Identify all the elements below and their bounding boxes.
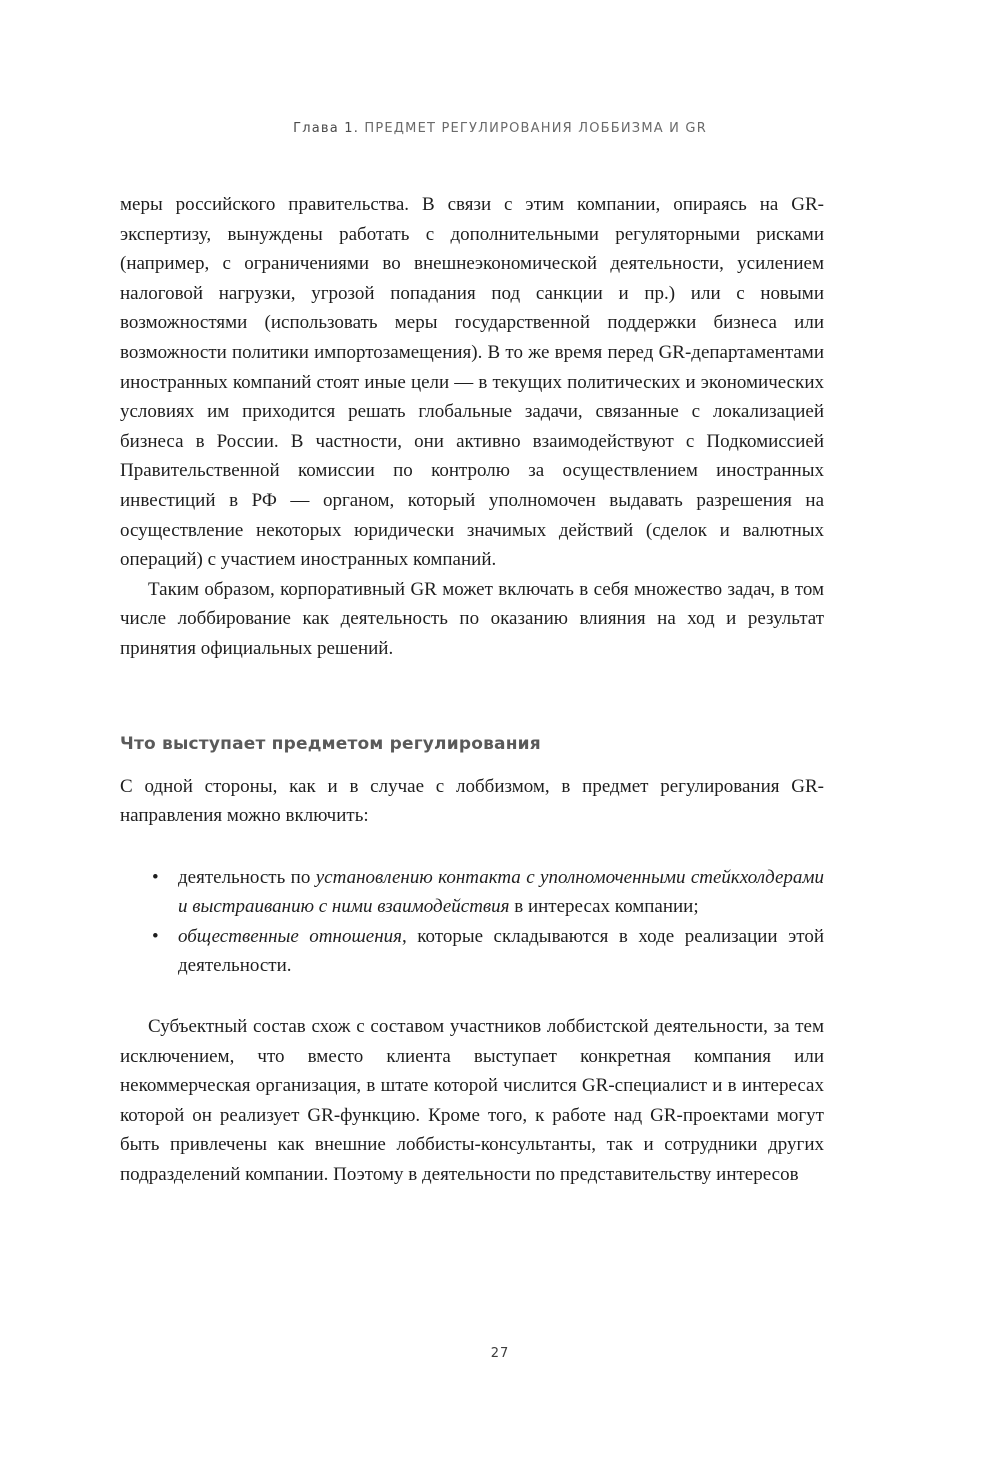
page-number: 27 [490,1346,510,1361]
chapter-title: ПРЕДМЕТ РЕГУЛИРОВАНИЯ ЛОББИЗМА И GR [364,121,707,136]
list-item [120,863,824,922]
bullet-emphasis: общественные отношения [178,925,402,947]
bullet-text: в интересах компании; [509,896,699,918]
bullet-icon: • [152,866,159,888]
paragraph-subjects: Субъектный состав схож с составом участников лоббистской деятельности, за тем исключением, что вместо клиента выступает конкретная компания или некоммерческая организация, в штате которой числится GR-специалист и в интересах которой он реализует GR-функцию. Кроме того, к работе над GR-проектами могут быть привлечены как внешние лоббисты-консультанты, так и сотрудники других подразделений компании. Поэтому в деятельности по представительству интересов [120,1016,824,1186]
page-body [120,190,824,1190]
paragraph-continuation: меры российского правительства. В связи с этим компании, опираясь на GR-экспертизу, вынуждены работать с дополнительными регуляторными рисками (например, с ограничениями во внешнеэкономической деятельности, усилением налоговой нагрузки, угрозой попадания под санкции и пр.) или с новыми возможностями (использовать меры государственной поддержки бизнеса или возможности политики импортозамещения). В то же время перед GR-департаментами иностранных компаний стоят иные цели — в текущих политических и экономических условиях им приходится решать глобальные задачи, связанные с локализацией бизнеса в России. В частности, они активно взаимодействуют с Подкомиссией Правительственной комиссии по контролю за осуществлением иностранных инвестиций в РФ — органом, который уполномочен выдавать разрешения на осуществление некоторых юридически значимых действий (сделок и валютных операций) с участием иностранных компаний. [120,194,824,571]
section-heading: Что выступает предметом регулирования [120,733,541,754]
chapter-label: Глава 1. [293,121,360,136]
paragraph-corporate-gr: Таким образом, корпоративный GR может включать в себя множество задач, в том числе лоббирование как деятельность по оказанию влияния на ход и результат принятия официальных решений. [120,578,824,659]
list-item [120,922,824,981]
bullet-icon: • [152,925,159,947]
bullet-text: , которые складываются в ходе реализации этой деятельности. [178,925,824,977]
running-header [0,121,1000,136]
bullet-list [120,863,824,981]
bullet-emphasis: установлению контакта с уполномоченными стейкхолдерами и выстраиванию с ними взаимодействия [178,866,824,918]
section-intro: С одной стороны, как и в случае с лоббизмом, в предмет регулирования GR-направления можно включить: [120,775,824,827]
bullet-text: деятельность по [178,866,316,888]
